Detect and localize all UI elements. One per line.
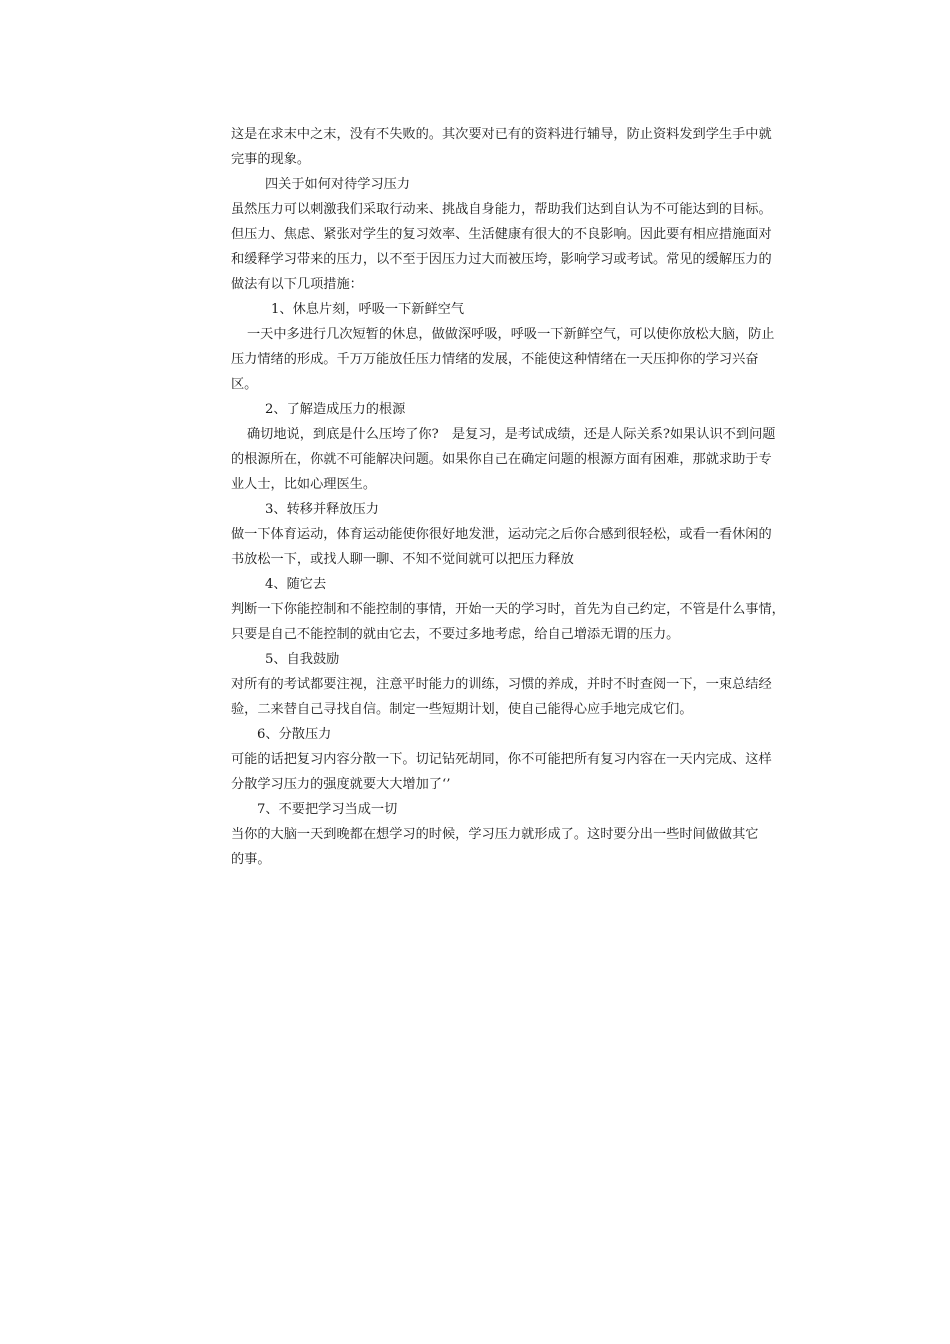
paragraph-line: 完事的现象。: [231, 152, 311, 167]
paragraph-line: 区。: [231, 377, 258, 392]
document-body: [231, 122, 821, 872]
paragraph-line: 但压力、焦虑、紧张对学生的复习效率、生活健康有很大的不良影响。因此要有相应措施面对: [231, 227, 772, 242]
measure-heading-7: 7、不要把学习当成一切: [257, 802, 398, 817]
paragraph-line: 的事。: [231, 852, 271, 867]
paragraph-line: 书放松一下，或找人聊一聊、不知不觉间就可以把压力释放: [231, 552, 574, 567]
measure-heading-1: 1、休息片刻，呼吸一下新鲜空气: [271, 302, 465, 317]
paragraph-line: 可能的话把复习内容分散一下。切记钻死胡同，你不可能把所有复习内容在一天内完成、这样: [231, 752, 772, 767]
paragraph-line: 分散学习压力的强度就要大大增加了‘’: [231, 777, 451, 792]
measure-heading-3: 3、转移并释放压力: [265, 502, 379, 517]
paragraph-line: 确切地说，到底是什么压垮了你? 是复习，是考试成绩，还是人际关系?如果认识不到问题: [247, 427, 776, 442]
paragraph-line: 业人士，比如心理医生。: [231, 477, 377, 492]
paragraph-line: 做一下体育运动，体育运动能使你很好地发泄，运动完之后你合感到很轻松，或看一看休闲的: [231, 527, 772, 542]
paragraph-line: 做法有以下几项措施：: [231, 277, 363, 292]
paragraph-line: 这是在求末中之末，没有不失败的。其次要对已有的资料进行辅导，防止资料发到学生手中就: [231, 127, 772, 142]
paragraph-line: 一天中多进行几次短暂的休息，做做深呼吸，呼吸一下新鲜空气，可以使你放松大脑，防止: [247, 327, 775, 342]
paragraph-line: 虽然压力可以刺激我们采取行动来、挑战自身能力，帮助我们达到自认为不可能达到的目标。: [231, 202, 772, 217]
paragraph-line: 当你的大脑一天到晚都在想学习的时候，学习压力就形成了。这时要分出一些时间做做其它: [231, 827, 759, 842]
paragraph-line: 的根源所在，你就不可能解决问题。如果你自己在确定问题的根源方面有困难，那就求助于专: [231, 452, 772, 467]
paragraph-line: 和缓释学习带来的压力，以不至于因压力过大而被压垮，影响学习或考试。常见的缓解压力的: [231, 252, 772, 267]
paragraph-line: 压力情绪的形成。千万万能放任压力情绪的发展，不能使这种情绪在一天压抑你的学习兴奋: [231, 352, 759, 367]
measure-heading-2: 2、了解造成压力的根源: [265, 402, 406, 417]
paragraph-line: 对所有的考试都要注视，注意平时能力的训练，习惯的养成，并时不时查阅一下，一束总结经: [231, 677, 772, 692]
measure-heading-5: 5、自我鼓励: [265, 652, 340, 667]
paragraph-line: 只要是自己不能控制的就由它去，不要过多地考虑，给自己增添无谓的压力。: [231, 627, 680, 642]
paragraph-line: 判断一下你能控制和不能控制的事情，开始一天的学习时，首先为自己约定，不管是什么事情，: [231, 602, 785, 617]
measure-heading-6: 6、分散压力: [257, 727, 332, 742]
section-heading: 四关于如何对待学习压力: [265, 177, 411, 192]
paragraph-line: 验，二来替自己寻找自信。制定一些短期计划，使自己能得心应手地完成它们。: [231, 702, 693, 717]
measure-heading-4: 4、随它去: [265, 577, 327, 592]
